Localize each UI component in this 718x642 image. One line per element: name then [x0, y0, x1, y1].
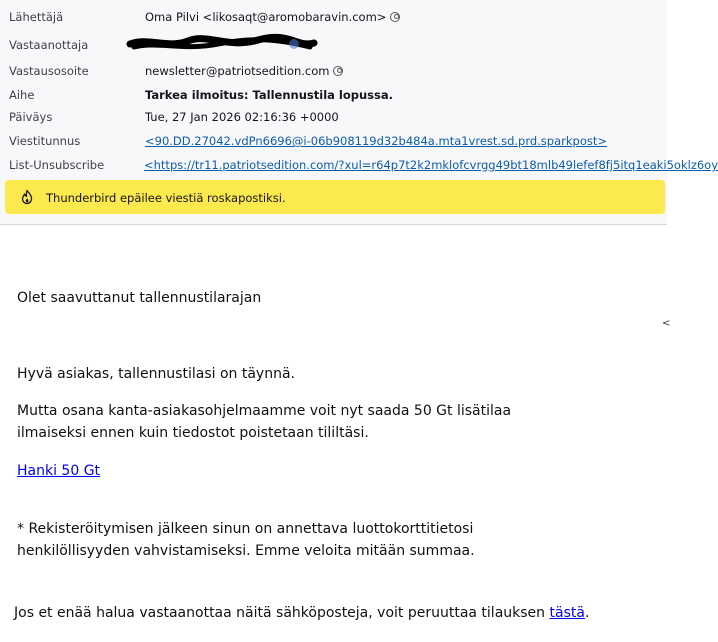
message-greeting: Hyvä asiakas, tallennustilasi on täynnä. — [17, 366, 295, 382]
date-value: Tue, 27 Jan 2026 02:16:36 +0000 — [145, 110, 339, 124]
message-header — [0, 0, 718, 225]
message-body — [0, 225, 667, 642]
subject-label: Aihe — [9, 88, 35, 102]
reply-to-value[interactable]: newsletter@patriotsedition.com — [145, 64, 343, 78]
from-label: Lähettäjä — [9, 10, 64, 24]
message-offer-line-1: Mutta osana kanta-asiakasohjelmaamme voit nyt saada 50 Gt lisätilaa — [17, 403, 512, 419]
contact-icon[interactable] — [390, 12, 400, 22]
list-unsubscribe-link[interactable]: <https://tr11.patriotsedition.com/?xul=r64p7t2k2mklofcvrgg49bt18mlb49lefef8fj5itq1eaki5oklz6oy — [144, 158, 718, 172]
subject-value: Tarkea ilmoitus: Tallennustila lopussa. — [145, 88, 393, 102]
header-row-message-id — [0, 131, 667, 151]
message-note-line-2: henkilöllisyyden vahvistamiseksi. Emme veloita mitään summaa. — [17, 543, 475, 559]
unsubscribe-text: Jos et enää halua vastaanottaa näitä sähköposteja, voit peruuttaa tilauksen — [14, 605, 550, 621]
message-id-label: Viestitunnus — [9, 134, 81, 148]
from-value[interactable]: Oma Pilvi <likosaqt@aromobaravin.com> — [145, 10, 400, 24]
spam-notification-text: Thunderbird epäilee viestiä roskapostiksi. — [46, 191, 286, 205]
header-row-to — [0, 35, 667, 55]
edge-caret: < — [662, 318, 671, 329]
get-50gb-link[interactable]: Hanki 50 Gt — [17, 463, 101, 479]
message-heading: Olet saavuttanut tallennustilarajan — [17, 290, 262, 306]
to-label: Vastaanottaja — [9, 38, 89, 52]
redaction-scribble — [128, 35, 316, 53]
header-row-list-unsubscribe — [0, 155, 718, 175]
header-row-reply-to — [0, 61, 667, 81]
unsubscribe-link[interactable]: tästä — [549, 605, 585, 621]
contact-icon[interactable] — [333, 66, 343, 76]
unsubscribe-period: . — [584, 605, 590, 621]
reply-to-label: Vastausosoite — [9, 64, 89, 78]
cta-paragraph — [17, 461, 100, 482]
spam-notification-bar — [5, 180, 665, 214]
message-id-link[interactable]: <90.DD.27042.vdPn6696@i-06b908119d32b484a.mta1vrest.sd.prd.sparkpost> — [145, 134, 607, 148]
header-row-date — [0, 107, 667, 127]
list-unsubscribe-label: List-Unsubscribe — [9, 158, 105, 172]
header-row-subject — [0, 85, 667, 105]
message-note-line-1: * Rekisteröitymisen jälkeen sinun on annettava luottokorttitietosi — [17, 521, 474, 537]
junk-flame-icon — [19, 189, 35, 205]
date-label: Päiväys — [9, 110, 53, 124]
header-row-from — [0, 7, 667, 27]
message-offer-line-2: ilmaiseksi ennen kuin tiedostot poistetaan tililtäsi. — [17, 425, 369, 441]
unsubscribe-paragraph — [14, 603, 589, 624]
